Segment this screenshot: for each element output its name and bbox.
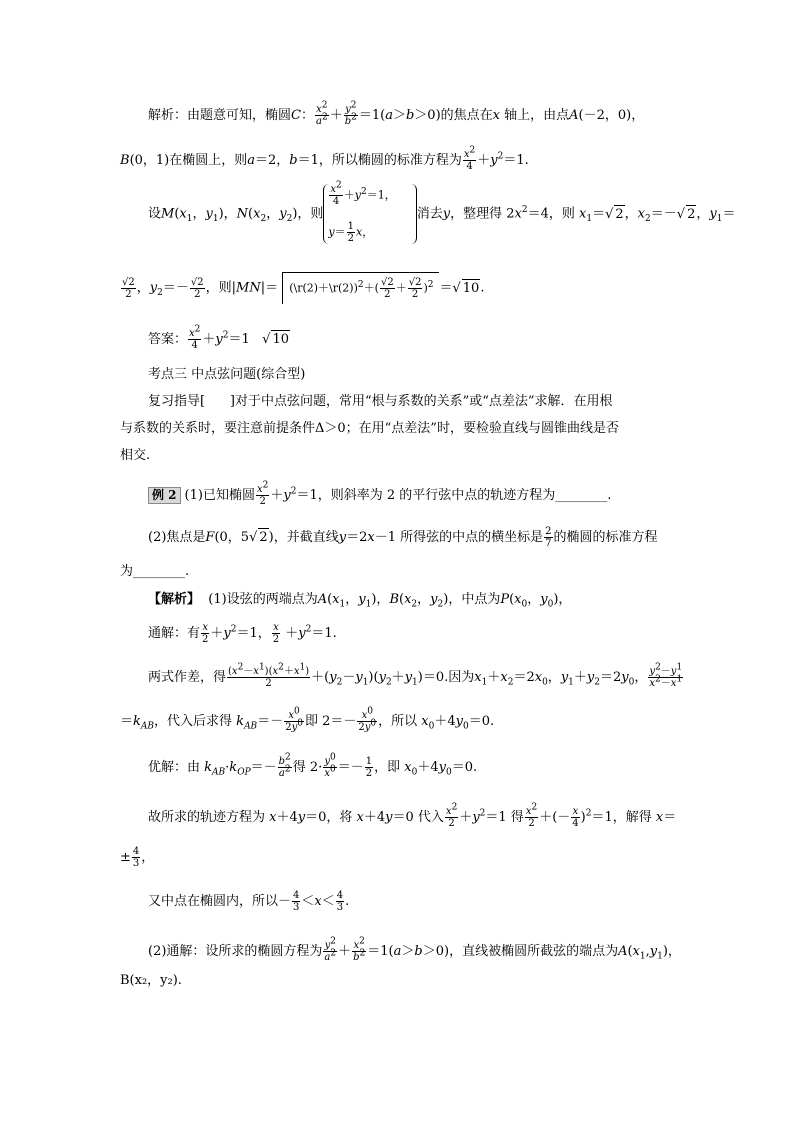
solution-line-2: B(0，1)在椭圆上，则a＝2，b＝1，所以椭圆的标准方程为 $\frac{x^2}{4}$ $+y^2=1$. — [120, 145, 529, 172]
subtract-line: 两式作差，得 $\frac{(x^2-x^1)(x^2+x^1)}{2}$ $+(y_2-y_1)(y_2+y_1)=0$.因为$x_1+x_2=2x_0$，$y_1+y_2=2y_0$， $\frac{y^2-y^1}{x^2-x^1}$ — [148, 662, 683, 689]
slope-line: $=k_{AB}$，代入后求得 $k_{AB}=-$ $\frac{x^0}{2y^0}$ 即 2＝－ $\frac{x^0}{2y^0}$ ，所以 $x_0+4y_0=0$. — [120, 706, 495, 733]
analysis-tag: 【解析】 — [148, 592, 201, 607]
example-2-part-2: (2)焦点是F(0，5√ 2)，并截直线y＝2x－1 所得弦的中点的横坐标是 $\frac{2}{7}$ 的椭圆的标准方程 — [148, 526, 658, 549]
example-2-part-1: 例 2 (1)已知椭圆 $\frac{x^2}{2}$ $+y^2=1$，则斜率为 2 的平行弦中点的轨迹方程为________. — [148, 484, 611, 507]
optimal-solution-line: 优解：由 $k_{AB}\cdot k_{OP}=-$ $\frac{b^2}{a^2}$ 得 2· $\frac{y^0}{x^0}$ ＝－ $\frac{1}{2}$ ，即 $x_0+4y_0=0$. — [148, 752, 478, 779]
analysis-line-1: 【解析】 (1)设弦的两端点为$A(x_1$，$y_1$)，$B(x_2$，$y_2$)，中点为$P(x_0$，$y_0$)， — [148, 592, 572, 610]
section-heading: 考点三 中点弦问题(综合型) — [148, 367, 306, 382]
general-solution-line: 通解：有 $\frac{x}{2}$ $+y^2=1$， $\frac{x}{2}$ $+y^2=1$. — [148, 622, 337, 645]
solution-line-1: 解析：由题意可知，椭圆C： $\frac{x^2}{a^2}$ ＋ $\frac{y^2}{b^2}$ ＝1(a＞b＞0)的焦点在x 轴上，由点A(－2，0)， — [148, 100, 645, 127]
review-guide-line-1: 复习指导[ ]对于中点弦问题，常用“根与系数的关系”或“点差法”求解．在用根 — [148, 394, 613, 409]
text-solution-intro: 解析：由题意可知，椭圆C： — [148, 108, 314, 123]
solution-x-line: ± $\frac{4}{3}$ ， — [120, 846, 155, 869]
example-tag: 例 2 — [148, 487, 181, 504]
equation-system: $\frac{x^2}{4}$ $+y^2=1$， y＝ $\frac{1}{2}$ x， — [323, 184, 416, 244]
example-2-part-2-cont: 为________. — [120, 564, 190, 579]
trajectory-line: 故所求的轨迹方程为 x＋4y＝0，将 x＋4y＝0 代入 $\frac{x^2}{2}$ $+y^2=1$ 得 $\frac{x^2}{2}$ ＋(－ $\frac{x}{4}$ )$^2$＝1，解得 x＝ — [148, 802, 677, 829]
solution-line-3: 设$M(x_1$，$y_1$)，$N(x_2$，$y_2$)，则 $\frac{x^2}{4}$ $+y^2=1$， y＝ $\frac{1}{2}$ x，消去y，整理得 $2x^2=4$，则 $x_1=√$ 2，$x_2=-√$ 2，$y_1=$ — [148, 184, 735, 244]
review-guide-line-3: 相交. — [120, 448, 151, 463]
range-line: 又中点在椭圆内，所以－ $\frac{4}{3}$ ＜x＜ $\frac{4}{3}$ . — [148, 890, 350, 913]
solution-line-4: √ $\frac{2}{2}$ ，$y_2=-$ √ $\frac{2}{2}$ ，则|MN|＝ (\r(2)＋\r(2))$^2$＋( √ $\frac{2}{2}$ ＋ √ $\frac{2}{2}$ )$^2$ ＝√ 10. — [120, 272, 484, 304]
mn-length-root: (\r(2)＋\r(2))$^2$＋( √ $\frac{2}{2}$ ＋ √ $\frac{2}{2}$ )$^2$ — [282, 272, 439, 304]
part-2-endpoint-line: B(x₂，y₂). — [120, 973, 182, 988]
answer-line: 答案： $\frac{x^2}{4}$ $+y^2=1$ √ 10 — [148, 328, 290, 351]
review-guide-line-2: 与系数的关系时，要注意前提条件Δ＞0；在用“点差法”时，要检验直线与圆锥曲线是否 — [120, 421, 619, 436]
part-2-solution-line: (2)通解：设所求的椭圆方程为 $\frac{y^2}{a^2}$ ＋ $\frac{x^2}{b^2}$ ＝1(a＞b＞0)，直线被椭圆所截弦的端点为$A(x_1,y_1)$， — [148, 936, 681, 963]
